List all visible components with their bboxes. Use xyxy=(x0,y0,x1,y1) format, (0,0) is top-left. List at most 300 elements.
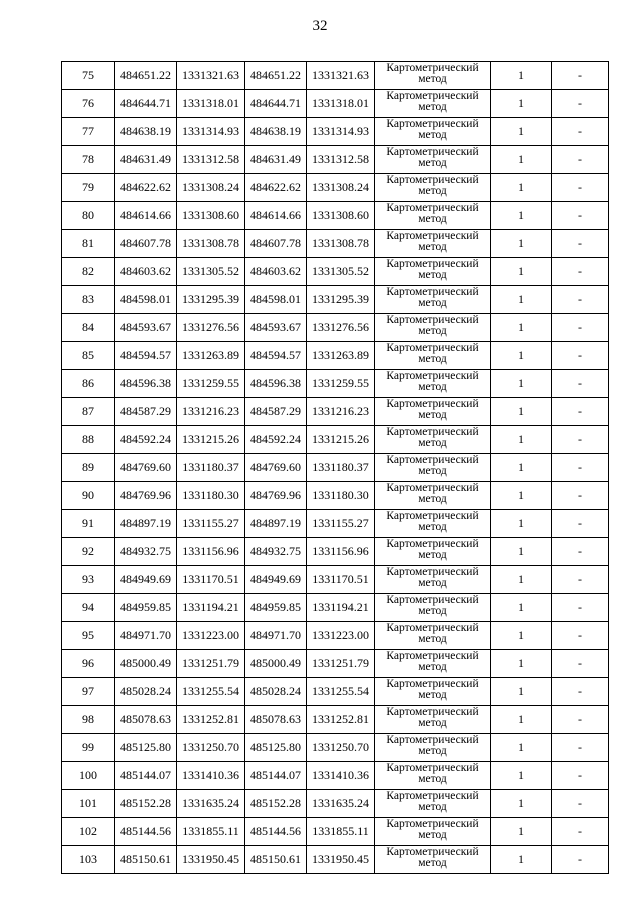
updated-x-cell: 485152.28 xyxy=(245,790,307,818)
table-row xyxy=(62,146,609,174)
updated-x-cell: 484959.85 xyxy=(245,594,307,622)
point-number-cell: 82 xyxy=(62,258,115,286)
method-line1: Картометрический xyxy=(386,650,479,662)
method-line2: метод xyxy=(418,437,447,449)
table-row xyxy=(62,202,609,230)
updated-x-cell: 484897.19 xyxy=(245,510,307,538)
method-cell xyxy=(375,286,491,314)
note-cell: - xyxy=(552,818,609,846)
point-number-cell: 93 xyxy=(62,566,115,594)
method-line1: Картометрический xyxy=(386,538,479,550)
existing-y-cell: 1331223.00 xyxy=(177,622,245,650)
existing-x-cell: 485028.24 xyxy=(115,678,177,706)
point-number-cell: 92 xyxy=(62,538,115,566)
method-line2: метод xyxy=(418,465,447,477)
existing-y-cell: 1331308.78 xyxy=(177,230,245,258)
accuracy-cell: 1 xyxy=(491,258,552,286)
updated-y-cell: 1331255.54 xyxy=(307,678,375,706)
method-cell xyxy=(375,342,491,370)
updated-y-cell: 1331216.23 xyxy=(307,398,375,426)
existing-x-cell: 485144.56 xyxy=(115,818,177,846)
method-line1: Картометрический xyxy=(386,286,479,298)
method-cell xyxy=(375,258,491,286)
table-row xyxy=(62,706,609,734)
method-line1: Картометрический xyxy=(386,510,479,522)
accuracy-cell: 1 xyxy=(491,454,552,482)
existing-y-cell: 1331312.58 xyxy=(177,146,245,174)
point-number-cell: 83 xyxy=(62,286,115,314)
table-row xyxy=(62,426,609,454)
existing-y-cell: 1331321.63 xyxy=(177,62,245,90)
updated-x-cell: 484631.49 xyxy=(245,146,307,174)
existing-x-cell: 484631.49 xyxy=(115,146,177,174)
updated-y-cell: 1331156.96 xyxy=(307,538,375,566)
note-cell: - xyxy=(552,342,609,370)
existing-y-cell: 1331950.45 xyxy=(177,846,245,874)
method-line2: метод xyxy=(418,577,447,589)
existing-x-cell: 484603.62 xyxy=(115,258,177,286)
accuracy-cell: 1 xyxy=(491,426,552,454)
method-cell xyxy=(375,202,491,230)
table-row xyxy=(62,398,609,426)
existing-x-cell: 485152.28 xyxy=(115,790,177,818)
existing-y-cell: 1331170.51 xyxy=(177,566,245,594)
accuracy-cell: 1 xyxy=(491,398,552,426)
point-number-cell: 76 xyxy=(62,90,115,118)
existing-y-cell: 1331305.52 xyxy=(177,258,245,286)
method-line1: Картометрический xyxy=(386,846,479,858)
method-cell xyxy=(375,594,491,622)
note-cell: - xyxy=(552,454,609,482)
point-number-cell: 103 xyxy=(62,846,115,874)
method-line2: метод xyxy=(418,493,447,505)
updated-x-cell: 484593.67 xyxy=(245,314,307,342)
point-number-cell: 85 xyxy=(62,342,115,370)
point-number-cell: 90 xyxy=(62,482,115,510)
existing-x-cell: 485000.49 xyxy=(115,650,177,678)
existing-x-cell: 484769.96 xyxy=(115,482,177,510)
point-number-cell: 87 xyxy=(62,398,115,426)
updated-y-cell: 1331180.37 xyxy=(307,454,375,482)
table-row xyxy=(62,90,609,118)
existing-x-cell: 484593.67 xyxy=(115,314,177,342)
note-cell: - xyxy=(552,566,609,594)
updated-y-cell: 1331314.93 xyxy=(307,118,375,146)
updated-y-cell: 1331170.51 xyxy=(307,566,375,594)
method-line1: Картометрический xyxy=(386,202,479,214)
method-cell xyxy=(375,174,491,202)
existing-y-cell: 1331252.81 xyxy=(177,706,245,734)
existing-x-cell: 485144.07 xyxy=(115,762,177,790)
updated-x-cell: 484594.57 xyxy=(245,342,307,370)
method-line2: метод xyxy=(418,549,447,561)
point-number-cell: 81 xyxy=(62,230,115,258)
method-line2: метод xyxy=(418,241,447,253)
existing-x-cell: 485150.61 xyxy=(115,846,177,874)
updated-x-cell: 485000.49 xyxy=(245,650,307,678)
point-number-cell: 95 xyxy=(62,622,115,650)
note-cell: - xyxy=(552,370,609,398)
updated-x-cell: 484596.38 xyxy=(245,370,307,398)
existing-y-cell: 1331255.54 xyxy=(177,678,245,706)
existing-x-cell: 484622.62 xyxy=(115,174,177,202)
existing-x-cell: 484614.66 xyxy=(115,202,177,230)
method-line2: метод xyxy=(418,101,447,113)
coordinates-table xyxy=(61,61,609,874)
table-row xyxy=(62,258,609,286)
updated-y-cell: 1331276.56 xyxy=(307,314,375,342)
method-cell xyxy=(375,426,491,454)
method-line1: Картометрический xyxy=(386,622,479,634)
accuracy-cell: 1 xyxy=(491,118,552,146)
point-number-cell: 86 xyxy=(62,370,115,398)
method-line1: Картометрический xyxy=(386,118,479,130)
method-line1: Картометрический xyxy=(386,314,479,326)
note-cell: - xyxy=(552,90,609,118)
method-line1: Картометрический xyxy=(386,398,479,410)
updated-x-cell: 484603.62 xyxy=(245,258,307,286)
point-number-cell: 84 xyxy=(62,314,115,342)
existing-y-cell: 1331259.55 xyxy=(177,370,245,398)
method-cell xyxy=(375,370,491,398)
method-cell xyxy=(375,90,491,118)
method-line2: метод xyxy=(418,185,447,197)
table-row xyxy=(62,342,609,370)
method-line2: метод xyxy=(418,801,447,813)
updated-y-cell: 1331318.01 xyxy=(307,90,375,118)
point-number-cell: 80 xyxy=(62,202,115,230)
updated-x-cell: 484614.66 xyxy=(245,202,307,230)
table-row xyxy=(62,622,609,650)
method-line2: метод xyxy=(418,353,447,365)
note-cell: - xyxy=(552,594,609,622)
method-line1: Картометрический xyxy=(386,62,479,74)
method-line1: Картометрический xyxy=(386,454,479,466)
method-cell xyxy=(375,118,491,146)
table-row xyxy=(62,510,609,538)
updated-x-cell: 484971.70 xyxy=(245,622,307,650)
note-cell: - xyxy=(552,734,609,762)
existing-y-cell: 1331194.21 xyxy=(177,594,245,622)
updated-y-cell: 1331308.60 xyxy=(307,202,375,230)
method-cell xyxy=(375,538,491,566)
existing-x-cell: 484769.60 xyxy=(115,454,177,482)
note-cell: - xyxy=(552,622,609,650)
updated-y-cell: 1331635.24 xyxy=(307,790,375,818)
method-line1: Картометрический xyxy=(386,482,479,494)
existing-y-cell: 1331251.79 xyxy=(177,650,245,678)
updated-x-cell: 484769.60 xyxy=(245,454,307,482)
note-cell: - xyxy=(552,202,609,230)
method-line2: метод xyxy=(418,269,447,281)
table-row xyxy=(62,818,609,846)
method-line1: Картометрический xyxy=(386,762,479,774)
accuracy-cell: 1 xyxy=(491,622,552,650)
method-line1: Картометрический xyxy=(386,426,479,438)
note-cell: - xyxy=(552,790,609,818)
updated-y-cell: 1331252.81 xyxy=(307,706,375,734)
accuracy-cell: 1 xyxy=(491,370,552,398)
existing-y-cell: 1331155.27 xyxy=(177,510,245,538)
accuracy-cell: 1 xyxy=(491,790,552,818)
existing-y-cell: 1331156.96 xyxy=(177,538,245,566)
updated-y-cell: 1331950.45 xyxy=(307,846,375,874)
method-line1: Картометрический xyxy=(386,146,479,158)
method-line2: метод xyxy=(418,689,447,701)
existing-y-cell: 1331308.24 xyxy=(177,174,245,202)
updated-x-cell: 485125.80 xyxy=(245,734,307,762)
method-line2: метод xyxy=(418,521,447,533)
point-number-cell: 89 xyxy=(62,454,115,482)
updated-y-cell: 1331180.30 xyxy=(307,482,375,510)
existing-y-cell: 1331318.01 xyxy=(177,90,245,118)
updated-y-cell: 1331308.78 xyxy=(307,230,375,258)
existing-x-cell: 484897.19 xyxy=(115,510,177,538)
point-number-cell: 88 xyxy=(62,426,115,454)
method-line1: Картометрический xyxy=(386,734,479,746)
method-cell xyxy=(375,734,491,762)
note-cell: - xyxy=(552,146,609,174)
method-line1: Картометрический xyxy=(386,790,479,802)
method-line1: Картометрический xyxy=(386,818,479,830)
existing-x-cell: 484607.78 xyxy=(115,230,177,258)
note-cell: - xyxy=(552,426,609,454)
accuracy-cell: 1 xyxy=(491,510,552,538)
point-number-cell: 91 xyxy=(62,510,115,538)
accuracy-cell: 1 xyxy=(491,846,552,874)
updated-y-cell: 1331855.11 xyxy=(307,818,375,846)
updated-x-cell: 485078.63 xyxy=(245,706,307,734)
updated-x-cell: 484622.62 xyxy=(245,174,307,202)
existing-x-cell: 484598.01 xyxy=(115,286,177,314)
table-row xyxy=(62,370,609,398)
updated-x-cell: 484769.96 xyxy=(245,482,307,510)
updated-x-cell: 484598.01 xyxy=(245,286,307,314)
accuracy-cell: 1 xyxy=(491,230,552,258)
existing-x-cell: 484949.69 xyxy=(115,566,177,594)
updated-x-cell: 484607.78 xyxy=(245,230,307,258)
existing-y-cell: 1331295.39 xyxy=(177,286,245,314)
page-number: 32 xyxy=(312,18,328,34)
accuracy-cell: 1 xyxy=(491,594,552,622)
updated-x-cell: 484651.22 xyxy=(245,62,307,90)
method-line2: метод xyxy=(418,297,447,309)
method-line1: Картометрический xyxy=(386,342,479,354)
point-number-cell: 99 xyxy=(62,734,115,762)
method-line2: метод xyxy=(418,129,447,141)
table-body xyxy=(62,62,609,874)
existing-x-cell: 484959.85 xyxy=(115,594,177,622)
existing-y-cell: 1331263.89 xyxy=(177,342,245,370)
existing-y-cell: 1331180.30 xyxy=(177,482,245,510)
table-row xyxy=(62,734,609,762)
method-line1: Картометрический xyxy=(386,174,479,186)
table-row xyxy=(62,314,609,342)
table-row xyxy=(62,566,609,594)
updated-y-cell: 1331410.36 xyxy=(307,762,375,790)
method-cell xyxy=(375,62,491,90)
accuracy-cell: 1 xyxy=(491,174,552,202)
updated-x-cell: 485028.24 xyxy=(245,678,307,706)
existing-y-cell: 1331314.93 xyxy=(177,118,245,146)
existing-x-cell: 484594.57 xyxy=(115,342,177,370)
method-line2: метод xyxy=(418,409,447,421)
note-cell: - xyxy=(552,678,609,706)
existing-y-cell: 1331276.56 xyxy=(177,314,245,342)
table-row xyxy=(62,174,609,202)
note-cell: - xyxy=(552,650,609,678)
updated-y-cell: 1331308.24 xyxy=(307,174,375,202)
accuracy-cell: 1 xyxy=(491,482,552,510)
note-cell: - xyxy=(552,762,609,790)
accuracy-cell: 1 xyxy=(491,62,552,90)
accuracy-cell: 1 xyxy=(491,146,552,174)
table-row xyxy=(62,482,609,510)
existing-x-cell: 485125.80 xyxy=(115,734,177,762)
updated-x-cell: 484638.19 xyxy=(245,118,307,146)
updated-y-cell: 1331295.39 xyxy=(307,286,375,314)
point-number-cell: 97 xyxy=(62,678,115,706)
updated-y-cell: 1331215.26 xyxy=(307,426,375,454)
method-line2: метод xyxy=(418,745,447,757)
updated-y-cell: 1331155.27 xyxy=(307,510,375,538)
accuracy-cell: 1 xyxy=(491,762,552,790)
existing-y-cell: 1331250.70 xyxy=(177,734,245,762)
accuracy-cell: 1 xyxy=(491,342,552,370)
existing-x-cell: 484596.38 xyxy=(115,370,177,398)
updated-y-cell: 1331259.55 xyxy=(307,370,375,398)
method-line2: метод xyxy=(418,661,447,673)
accuracy-cell: 1 xyxy=(491,706,552,734)
method-cell xyxy=(375,678,491,706)
method-cell xyxy=(375,706,491,734)
method-cell xyxy=(375,398,491,426)
method-line2: метод xyxy=(418,717,447,729)
method-line2: метод xyxy=(418,381,447,393)
note-cell: - xyxy=(552,230,609,258)
method-line2: метод xyxy=(418,73,447,85)
note-cell: - xyxy=(552,258,609,286)
accuracy-cell: 1 xyxy=(491,538,552,566)
table-row xyxy=(62,650,609,678)
method-cell xyxy=(375,510,491,538)
point-number-cell: 102 xyxy=(62,818,115,846)
table-row xyxy=(62,846,609,874)
method-cell xyxy=(375,314,491,342)
note-cell: - xyxy=(552,62,609,90)
existing-x-cell: 484971.70 xyxy=(115,622,177,650)
method-line2: метод xyxy=(418,213,447,225)
updated-y-cell: 1331312.58 xyxy=(307,146,375,174)
table-row xyxy=(62,762,609,790)
note-cell: - xyxy=(552,706,609,734)
updated-x-cell: 485144.56 xyxy=(245,818,307,846)
updated-x-cell: 485150.61 xyxy=(245,846,307,874)
point-number-cell: 77 xyxy=(62,118,115,146)
updated-x-cell: 484932.75 xyxy=(245,538,307,566)
table-row xyxy=(62,286,609,314)
existing-x-cell: 484932.75 xyxy=(115,538,177,566)
updated-y-cell: 1331321.63 xyxy=(307,62,375,90)
method-line2: метод xyxy=(418,325,447,337)
existing-x-cell: 484587.29 xyxy=(115,398,177,426)
table-row xyxy=(62,538,609,566)
method-line1: Картометрический xyxy=(386,706,479,718)
table-row xyxy=(62,118,609,146)
note-cell: - xyxy=(552,846,609,874)
accuracy-cell: 1 xyxy=(491,90,552,118)
point-number-cell: 75 xyxy=(62,62,115,90)
existing-x-cell: 484638.19 xyxy=(115,118,177,146)
method-line2: метод xyxy=(418,633,447,645)
point-number-cell: 78 xyxy=(62,146,115,174)
existing-y-cell: 1331410.36 xyxy=(177,762,245,790)
accuracy-cell: 1 xyxy=(491,678,552,706)
accuracy-cell: 1 xyxy=(491,734,552,762)
method-line1: Картометрический xyxy=(386,594,479,606)
accuracy-cell: 1 xyxy=(491,650,552,678)
updated-x-cell: 484644.71 xyxy=(245,90,307,118)
method-line2: метод xyxy=(418,773,447,785)
table-row xyxy=(62,230,609,258)
updated-y-cell: 1331251.79 xyxy=(307,650,375,678)
method-line1: Картометрический xyxy=(386,230,479,242)
existing-y-cell: 1331308.60 xyxy=(177,202,245,230)
note-cell: - xyxy=(552,174,609,202)
existing-x-cell: 484651.22 xyxy=(115,62,177,90)
table-row xyxy=(62,62,609,90)
method-line1: Картометрический xyxy=(386,678,479,690)
updated-x-cell: 484587.29 xyxy=(245,398,307,426)
point-number-cell: 96 xyxy=(62,650,115,678)
table-row xyxy=(62,454,609,482)
updated-x-cell: 485144.07 xyxy=(245,762,307,790)
method-line1: Картометрический xyxy=(386,370,479,382)
updated-y-cell: 1331223.00 xyxy=(307,622,375,650)
existing-y-cell: 1331215.26 xyxy=(177,426,245,454)
existing-y-cell: 1331180.37 xyxy=(177,454,245,482)
note-cell: - xyxy=(552,538,609,566)
updated-x-cell: 484592.24 xyxy=(245,426,307,454)
table-row xyxy=(62,594,609,622)
updated-y-cell: 1331194.21 xyxy=(307,594,375,622)
existing-y-cell: 1331635.24 xyxy=(177,790,245,818)
method-cell xyxy=(375,818,491,846)
note-cell: - xyxy=(552,118,609,146)
accuracy-cell: 1 xyxy=(491,286,552,314)
method-cell xyxy=(375,790,491,818)
method-cell xyxy=(375,230,491,258)
updated-x-cell: 484949.69 xyxy=(245,566,307,594)
accuracy-cell: 1 xyxy=(491,818,552,846)
table-row xyxy=(62,678,609,706)
method-line2: метод xyxy=(418,605,447,617)
method-line1: Картометрический xyxy=(386,566,479,578)
method-cell xyxy=(375,454,491,482)
existing-x-cell: 484592.24 xyxy=(115,426,177,454)
method-line2: метод xyxy=(418,857,447,869)
point-number-cell: 101 xyxy=(62,790,115,818)
method-cell xyxy=(375,482,491,510)
note-cell: - xyxy=(552,482,609,510)
accuracy-cell: 1 xyxy=(491,314,552,342)
point-number-cell: 79 xyxy=(62,174,115,202)
method-line1: Картометрический xyxy=(386,90,479,102)
method-cell xyxy=(375,846,491,874)
method-line1: Картометрический xyxy=(386,258,479,270)
method-line2: метод xyxy=(418,829,447,841)
method-cell xyxy=(375,650,491,678)
